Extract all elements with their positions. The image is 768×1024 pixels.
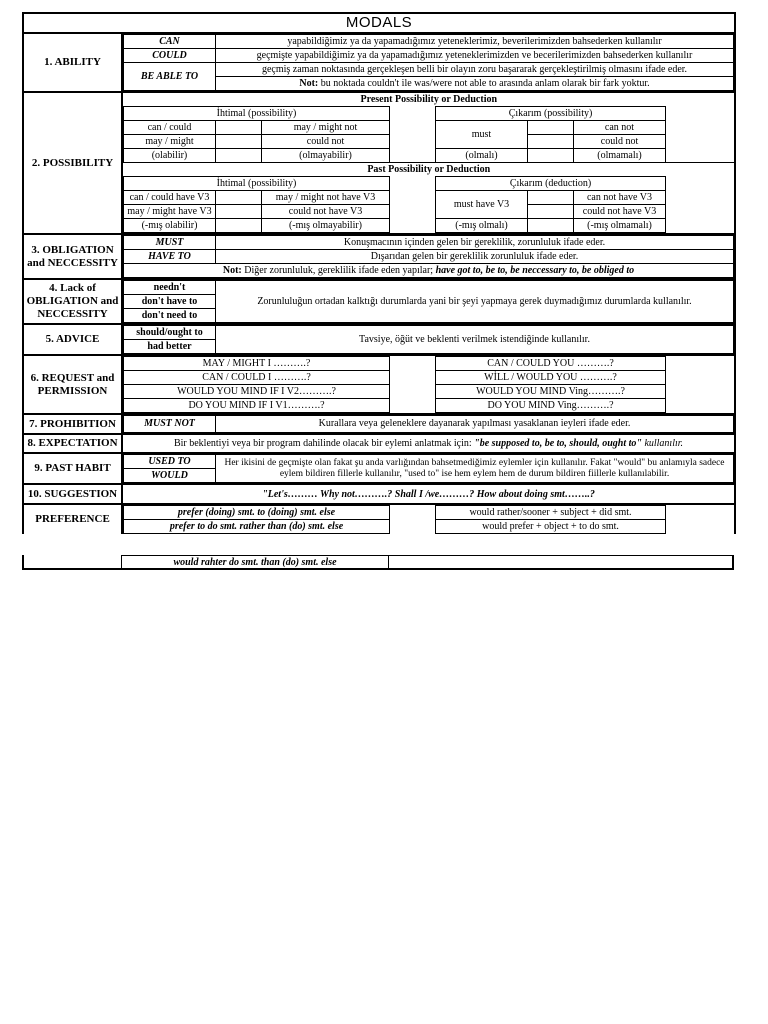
request-right: CAN / COULD YOU ……….? (436, 357, 666, 371)
section-expectation-label: 8. EXPECTATION (23, 434, 122, 453)
section-ability-label: 1. ABILITY (23, 33, 122, 92)
lack-item: needn't (124, 281, 216, 295)
spacer (390, 219, 436, 233)
spacer (390, 520, 436, 534)
past-left-cell: may / might have V3 (124, 205, 216, 219)
spacer (666, 191, 735, 205)
spacer (666, 135, 735, 149)
request-table (123, 356, 734, 413)
empty-cell (528, 205, 574, 219)
past-right-cell: can not have V3 (574, 191, 666, 205)
prohibition-description: Kurallara veya geleneklere dayanarak yapılması yasaklanan ieyleri ifade eder. (216, 416, 734, 433)
past-header: Past Possibility or Deduction (124, 163, 735, 177)
can-description: yapabildiğimiz ya da yapamadığımız yeteneklerimiz, beverilerimizden bahsederken kullanılır (216, 35, 734, 49)
spacer (390, 121, 436, 135)
present-left-cell: may / might not (262, 121, 390, 135)
request-left: MAY / MIGHT I ……….? (124, 357, 390, 371)
have-to-description: Dışarıdan gelen bir gereklilik zorunluluk ifade eder. (216, 250, 734, 264)
note-text: bu noktada couldn't ile was/were not able to arasında anlam olarak bir fark yoktur. (320, 77, 650, 89)
spacer (390, 205, 436, 219)
preference-left: prefer to do smt. rather than (do) smt. else (124, 520, 390, 534)
preference-right: would prefer + object + to do smt. (436, 520, 666, 534)
section-past-habit-label: 9. PAST HABIT (23, 453, 122, 484)
section-obligation-label: 3. OBLIGATION and NECCESSITY (23, 234, 122, 279)
empty-cell (216, 121, 262, 135)
present-must: must (436, 121, 528, 149)
section-possibility-label: 2. POSSIBILITY (23, 92, 122, 234)
past-left-cell: could not have V3 (262, 205, 390, 219)
empty-cell (528, 219, 574, 233)
spacer (666, 357, 734, 371)
expectation-tail: kullanılır. (644, 438, 684, 449)
past-right-cell: (-mış olmamalı) (574, 219, 666, 233)
section-prohibition-label: 7. PROHIBITION (23, 414, 122, 434)
spacer (666, 506, 734, 520)
section-preference-label: PREFERENCE (23, 504, 122, 534)
empty-cell (216, 219, 262, 233)
past-left-cell: (-mış olabilir) (124, 219, 216, 233)
spacer (666, 107, 735, 121)
past-right-cell: could not have V3 (574, 205, 666, 219)
prohibition-table (123, 415, 734, 433)
spacer (666, 385, 734, 399)
could-description: geçmişte yapabildiğimiz ya da yapamadığımız yeteneklerimizden ve becerilerimizden bahsederken kullanılır (216, 49, 734, 63)
spacer (390, 135, 436, 149)
present-left-cell: can / could (124, 121, 216, 135)
empty-cell (528, 121, 574, 135)
must-description: Konuşmacının içinden gelen bir gereklilik, zorunluluk ifade eder. (216, 236, 734, 250)
note-label: Not: (222, 264, 242, 276)
note-label: Not: (299, 77, 319, 89)
spacer (666, 205, 735, 219)
preference-left: prefer (doing) smt. to (doing) smt. else (124, 506, 390, 520)
modal-must-not: MUST NOT (124, 416, 216, 433)
empty-cell (216, 135, 262, 149)
modals-sheet (22, 12, 734, 534)
present-left-cell: (olmayabilir) (262, 149, 390, 163)
empty-cell (216, 205, 262, 219)
request-left: CAN / COULD I ……….? (124, 371, 390, 385)
empty-cell (388, 555, 733, 570)
empty-cell (528, 135, 574, 149)
present-cikarim-header: Çıkarım (possibility) (436, 107, 666, 121)
modal-must: MUST (124, 236, 216, 250)
spacer (390, 191, 436, 205)
spacer (390, 149, 436, 163)
lack-description: Zorunluluğun ortadan kalktığı durumlarda yani bir şeyi yapmaya gerek duymadığımız durumlarda kullanılır. (216, 281, 734, 323)
note-text: Diğer zorunluluk, gereklilik ifade eden yapılar; (244, 264, 434, 276)
spacer (666, 177, 735, 191)
lack-table (123, 280, 734, 323)
spacer (390, 177, 436, 191)
modals-table (22, 12, 736, 534)
advice-item: had better (124, 340, 216, 354)
past-left-cell: may / might not have V3 (262, 191, 390, 205)
spacer (390, 357, 436, 371)
advice-table (123, 325, 734, 354)
request-left: DO YOU MIND IF I V1……….? (124, 399, 390, 413)
empty-cell (528, 191, 574, 205)
request-right: WİLL / WOULD YOU ……….? (436, 371, 666, 385)
modal-could: COULD (124, 49, 216, 63)
modal-would: WOULD (124, 469, 216, 483)
preference-extra: would rahter do smt. than (do) smt. else (121, 555, 389, 570)
request-right: WOULD YOU MIND Ving……….? (436, 385, 666, 399)
spacer (666, 520, 734, 534)
obligation-table (123, 235, 734, 278)
empty-cell (216, 191, 262, 205)
preference-extra-row (22, 555, 734, 570)
advice-item: should/ought to (124, 326, 216, 340)
lack-item: don't need to (124, 309, 216, 323)
be-able-to-description: geçmiş zaman noktasında gerçekleşen belli bir olayın zoru başararak gerçekleştirilmiş olmasını ifade eder. (216, 63, 734, 77)
section-lack-label: 4. Lack of OBLIGATION and NECCESSITY (23, 279, 122, 324)
ability-note (216, 77, 734, 91)
present-right-cell: (olmamalı) (574, 149, 666, 163)
expectation-structures: "be supposed to, be to, should, ought to" (474, 438, 642, 449)
past-right-cell: (-mış olmalı) (436, 219, 528, 233)
spacer (666, 121, 735, 135)
present-right-cell: can not (574, 121, 666, 135)
past-cikarim-header: Çıkarım (deduction) (436, 177, 666, 191)
past-left-cell: can / could have V3 (124, 191, 216, 205)
present-left-cell: could not (262, 135, 390, 149)
section-suggestion-label: 10. SUGGESTION (23, 484, 122, 504)
spacer (666, 219, 735, 233)
present-left-cell: may / might (124, 135, 216, 149)
spacer (666, 399, 734, 413)
modal-used-to: USED TO (124, 455, 216, 469)
preference-table (123, 505, 734, 534)
request-left: WOULD YOU MIND IF I V2……….? (124, 385, 390, 399)
spacer (666, 371, 734, 385)
note-structures: have got to, be to, be neccessary to, be obliged to (435, 264, 635, 276)
preference-right: would rather/sooner + subject + did smt. (436, 506, 666, 520)
present-left-cell: (olabilir) (124, 149, 216, 163)
modal-have-to: HAVE TO (124, 250, 216, 264)
spacer (390, 371, 436, 385)
past-left-cell: (-mış olmayabilir) (262, 219, 390, 233)
possibility-present-table (123, 93, 734, 233)
modal-be-able-to: BE ABLE TO (124, 63, 216, 91)
ability-table (123, 34, 734, 91)
empty-cell (528, 149, 574, 163)
present-ihtimal-header: İhtimal (possibility) (124, 107, 390, 121)
past-habit-description: Her ikisini de geçmişte olan fakat şu anda varlığından bahsetmediğimiz eylemler için kullanılır. Fakat "would" bu anlamıyla sadece eylem bildiren fillerle kullanılır, "used to" ise hem eylem hem de durum bildiren fiillerle kullanılabilir. (216, 455, 734, 483)
past-ihtimal-header: İhtimal (possibility) (124, 177, 390, 191)
modal-can: CAN (124, 35, 216, 49)
page-title: MODALS (23, 13, 735, 33)
suggestion-phrases: "Let's……… Why not……….? Shall I /we………? How about doing smt……..? (122, 484, 735, 504)
section-request-label: 6. REQUEST and PERMISSION (23, 355, 122, 414)
spacer (390, 506, 436, 520)
spacer (390, 107, 436, 121)
advice-description: Tavsiye, öğüt ve beklenti verilmek istendiğinde kullanılır. (216, 326, 734, 354)
expectation-description (122, 434, 735, 453)
obligation-note (124, 264, 734, 278)
present-right-cell: could not (574, 135, 666, 149)
request-right: DO YOU MIND Ving……….? (436, 399, 666, 413)
spacer (390, 385, 436, 399)
present-header: Present Possibility or Deduction (360, 93, 498, 105)
lack-item: don't have to (124, 295, 216, 309)
section-advice-label: 5. ADVICE (23, 324, 122, 355)
present-right-cell: (olmalı) (436, 149, 528, 163)
past-must: must have V3 (436, 191, 528, 219)
empty-cell (216, 149, 262, 163)
spacer (666, 149, 735, 163)
spacer (390, 399, 436, 413)
past-habit-table (123, 454, 734, 483)
expectation-text: Bir beklentiyi veya bir program dahilinde olacak bir eylemi anlatmak için: (173, 438, 472, 449)
